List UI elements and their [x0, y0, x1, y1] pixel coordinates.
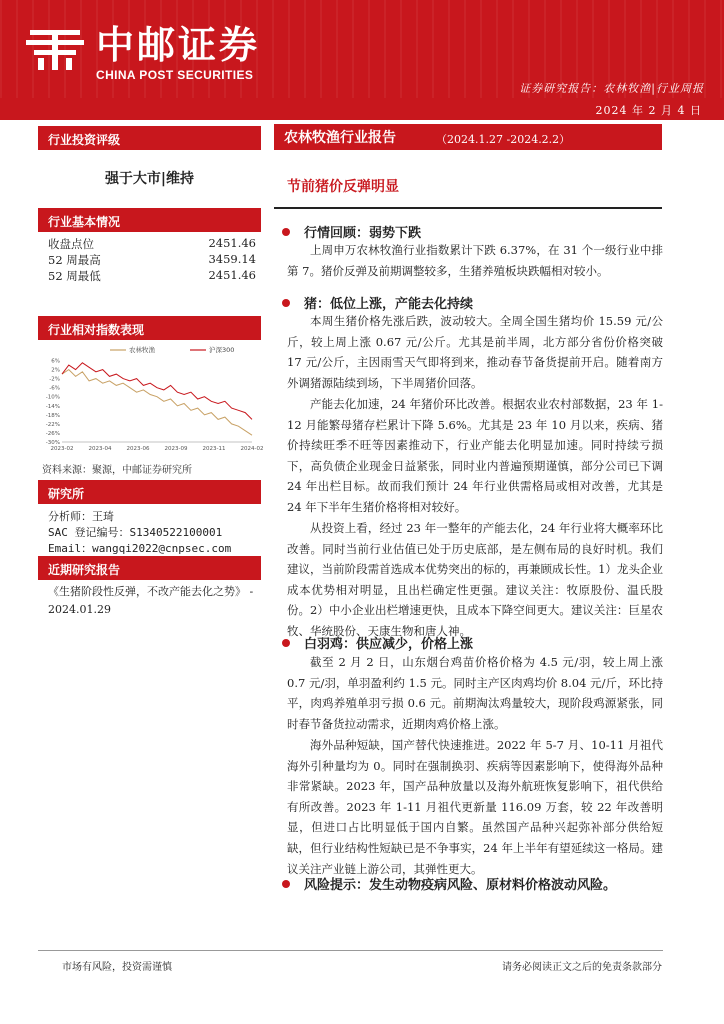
bullet-icon — [282, 639, 290, 647]
report-type: 证券研究报告：农林牧渔|行业周报 — [519, 82, 704, 95]
rating-title: 行业投资评级 — [38, 126, 261, 150]
report-subheadline: 节前猪价反弹明显 — [287, 179, 399, 195]
analyst-email[interactable]: Email：wangqi2022@cnpsec.com — [48, 542, 232, 555]
section-heading: 行情回顾：弱势下跌 — [282, 222, 421, 241]
divider — [274, 207, 662, 209]
stat-value: 2451.46 — [208, 236, 256, 250]
y-tick-label: -6% — [49, 385, 60, 392]
paragraph: 上周申万农林牧渔行业指数累计下跌 6.37%，在 31 个一级行业中排第 7。猪价反弹及前期调整较多，生猪养殖板块跌幅相对较小。 — [287, 243, 663, 278]
y-tick-label: -22% — [45, 421, 60, 428]
footer-left: 市场有风险，投资需谨慎 — [62, 962, 172, 973]
report-header — [0, 0, 724, 98]
footer-divider — [38, 950, 663, 951]
stat-label: 52 周最高 — [48, 253, 101, 267]
report-title: 农林牧渔行业报告 — [284, 130, 396, 146]
china-post-logo-icon — [24, 26, 86, 72]
bullet-icon — [282, 228, 290, 236]
paragraph: 海外品种短缺，国产替代快速推进。2022 年 5-7 月、10-11 月祖代海外引种量均为 0。同时在强制换羽、疾病等因素影响下，使得海外品种非常紧缺。2023 年，国产品种放量以及海外航班恢复影响下，祖代供给有所改善。2023 年 1-11 月祖代更新量 116.09 万套，较 22 年改善明显，但进口占比明显低于国内自繁。虽然国产品种兴起弥补部分供给短缺，但行业结构性短缺已是不争事实，24 年上半年有望延续这一格局。建议关注产业链上游公司，其弹性更大。 — [287, 738, 663, 876]
stat-52w-low — [48, 268, 256, 284]
stat-label: 收盘点位 — [48, 237, 94, 251]
analyst-name: 分析师：王琦 — [48, 510, 114, 523]
bullet-icon — [282, 880, 290, 888]
x-tick-label: 2024-02 — [240, 446, 264, 452]
brand-name-cn: 中邮证券 — [96, 23, 261, 67]
paragraph: 截至 2 月 2 日，山东烟台鸡苗价格价格为 4.5 元/羽，较上周上涨 0.7 元/羽，单羽盈利约 1.5 元。同时主产区肉鸡均价 8.04 元/斤，环比持平，肉鸡养殖单羽亏损 0.6 元。前期淘汰鸡量较大，现阶段鸡源紧张，同时春节备货拉动需求，近期肉鸡价格上涨。 — [287, 655, 663, 731]
analyst-title: 研究所 — [38, 480, 261, 504]
series-line — [62, 370, 252, 436]
bullet-icon — [282, 299, 290, 307]
x-tick-label: 2023-04 — [88, 446, 112, 452]
section-heading: 猪：低位上涨，产能去化持续 — [282, 293, 473, 312]
recent-report-link[interactable]: 《生猪阶段性反弹，不改产能去化之势》 - 2024.01.29 — [48, 585, 254, 616]
y-tick-label: -30% — [45, 440, 60, 446]
y-tick-label: 2% — [51, 367, 60, 374]
y-tick-label: -14% — [45, 403, 60, 410]
stat-label: 52 周最低 — [48, 269, 101, 283]
date-bar — [0, 98, 724, 120]
paragraph: 产能去化加速，24 年猪价环比改善。根据农业农村部数据，23 年 1-12 月能繁母猪存栏累计下降 5.6%。尤其是 23 年 10 月以来，疾病、猪价持续旺季不旺等因素推动下，行业产能去化明显加速。同时持续亏损下，高负债企业现金日益紧张，同时业内普遍预期谨慎，部分公司已下调 24 年出栏目标。故而我们预计 24 年行业供需格局或相对改善，尤其是 24 年下半年生猪价格将相对较好。 — [287, 397, 663, 514]
paragraph: 本周生猪价格先涨后跌，波动较大。全周全国生猪均价 15.59 元/公斤，较上周上涨 0.67 元/公斤。尤其是前半周，北方部分省份价格突破 17 元/公斤，主因雨雪天气即将到来，推动春节备货提前开启。随着南方外调猪源陆续到场，下半周猪价回落。 — [287, 314, 663, 390]
footer-right: 请务必阅读正文之后的免责条款部分 — [502, 962, 662, 973]
paragraph: 从投资上看，经过 23 年一整年的产能去化，24 年行业将大概率环比改善。同时当前行业估值已处于历史底部，是左侧布局的良好时机。我们建议，当前阶段需首选成本优势突出的标的，再兼顾成长性。1）龙头企业成本优势相对明显，且出栏确定性更强。建议关注：牧原股份、温氏股份。2）中小企业出栏增速更快，且成本下降空间更大。建议关注：巨星农牧、华统股份、天康生物和唐人神。 — [287, 521, 663, 638]
stat-close — [48, 236, 256, 252]
legend-label: 沪深300 — [209, 346, 235, 354]
analyst-sac: SAC 登记编号：S1340522100001 — [48, 526, 223, 539]
x-tick-label: 2023-11 — [202, 446, 226, 452]
industry-rating: 强于大市|维持 — [104, 171, 195, 187]
brand-name-en: CHINA POST SECURITIES — [96, 68, 254, 82]
x-tick-label: 2023-09 — [164, 446, 188, 452]
y-tick-label: -2% — [49, 376, 60, 383]
y-tick-label: -10% — [45, 394, 60, 401]
stat-52w-high — [48, 252, 256, 268]
index-title: 行业相对指数表现 — [38, 316, 261, 340]
relative-index-chart — [40, 344, 264, 456]
series-line — [62, 363, 252, 420]
report-period: （2024.1.27 -2024.2.2） — [436, 133, 571, 146]
risk-warning: 风险提示：发生动物疫病风险、原材料价格波动风险。 — [282, 874, 616, 893]
stat-value: 3459.14 — [208, 252, 256, 266]
recent-title: 近期研究报告 — [38, 556, 261, 580]
x-tick-label: 2023-06 — [126, 446, 150, 452]
x-tick-label: 2023-02 — [50, 446, 74, 452]
stat-value: 2451.46 — [208, 268, 256, 282]
y-tick-label: -26% — [45, 430, 60, 437]
basics-title: 行业基本情况 — [38, 208, 261, 232]
y-tick-label: -18% — [45, 412, 60, 419]
legend-label: 农林牧渔 — [129, 346, 155, 354]
report-date: 2024 年 2 月 4 日 — [595, 104, 702, 117]
y-tick-label: 6% — [51, 358, 60, 365]
chart-source: 资料来源：聚源，中邮证券研究所 — [42, 465, 192, 476]
section-heading: 白羽鸡：供应减少，价格上涨 — [282, 633, 473, 652]
